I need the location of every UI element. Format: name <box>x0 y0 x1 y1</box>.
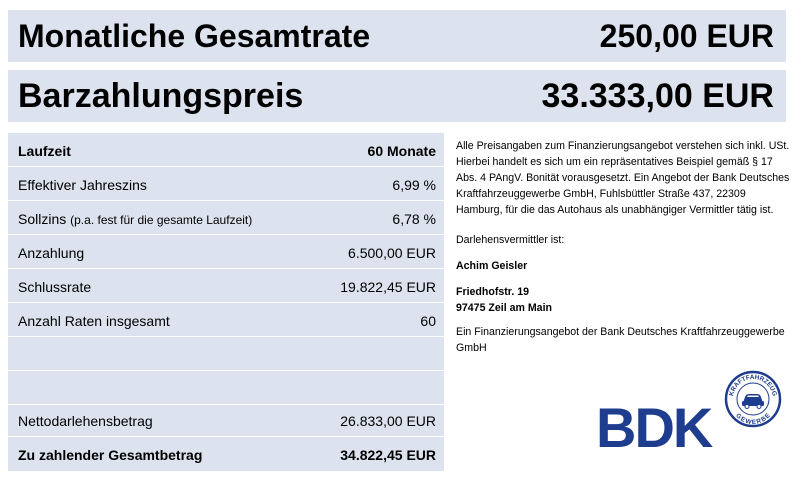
broker-label: Darlehensvermittler ist: <box>456 234 565 246</box>
total-amount-value: 34.822,45 EUR <box>340 447 436 463</box>
cash-price-value: 33.333,00 EUR <box>541 76 774 115</box>
installments-value: 60 <box>420 312 436 329</box>
down-payment-value: 6.500,00 EUR <box>348 244 436 261</box>
final-rate-value: 19.822,45 EUR <box>340 278 436 295</box>
legal-info <box>456 138 792 356</box>
net-loan-label: Nettodarlehensbetrag <box>18 412 153 429</box>
financing-table <box>8 133 444 471</box>
borrowing-rate-label-group <box>18 211 252 227</box>
disclaimer-text: Alle Preisangaben zum Finanzierungsangebot verstehen sich inkl. USt. Hierbei handelt es sich um ein repräsentatives Beispiel gemäß § 17 Abs. 4 PAngV. Bonität vorausgesetzt. Ein Angebot der Bank Deutsches Kraftfahrzeuggewerbe GmbH, Fuhlsbüttler Straße 437, 22309 Hamburg, für die das Autohaus als unabhängiger Vermittler tätig ist. <box>456 140 790 216</box>
offer-text: Ein Finanzierungsangebot der Bank Deutsches Kraftfahrzeuggewerbe GmbH <box>456 326 785 354</box>
borrowing-rate-note: (p.a. fest für die gesamte Laufzeit) <box>70 212 253 227</box>
row-net-loan <box>8 405 444 437</box>
broker-street: Friedhofstr. 19 <box>456 286 529 298</box>
row-empty-1 <box>8 339 444 371</box>
row-borrowing-rate <box>8 203 444 235</box>
row-installments <box>8 305 444 337</box>
installments-label: Anzahl Raten insgesamt <box>18 312 170 329</box>
bdk-logo: BDK <box>596 396 712 459</box>
term-value: 60 Monate <box>367 142 436 159</box>
final-rate-label: Schlussrate <box>18 278 92 295</box>
row-empty-2 <box>8 373 444 405</box>
effective-rate-label: Effektiver Jahreszins <box>18 176 147 193</box>
seal-top-text: KRAFTFAHRZEUG <box>728 373 778 397</box>
monthly-rate-label: Monatliche Gesamtrate <box>18 17 371 54</box>
net-loan-value: 26.833,00 EUR <box>340 412 436 429</box>
total-amount-label: Zu zahlender Gesamtbetrag <box>18 447 203 463</box>
row-total-amount <box>8 439 444 471</box>
monthly-rate-value: 250,00 EUR <box>599 17 774 54</box>
seal-bottom-text: GEWERBE <box>734 412 772 427</box>
broker-name: Achim Geisler <box>456 260 528 272</box>
term-label: Laufzeit <box>18 142 71 159</box>
borrowing-rate-label: Sollzins <box>18 210 67 227</box>
cash-price-banner <box>8 70 786 122</box>
row-down-payment <box>8 237 444 269</box>
effective-rate-value: 6,99 % <box>392 176 436 193</box>
row-final-rate <box>8 271 444 303</box>
monthly-rate-banner <box>8 10 786 62</box>
row-effective-rate <box>8 169 444 201</box>
borrowing-rate-value: 6,78 % <box>392 210 436 227</box>
cash-price-label: Barzahlungspreis <box>18 76 304 115</box>
kraftfahrzeug-gewerbe-seal-icon <box>724 370 782 428</box>
broker-city: 97475 Zeil am Main <box>456 302 552 314</box>
down-payment-label: Anzahlung <box>18 244 85 261</box>
row-term <box>8 135 444 167</box>
